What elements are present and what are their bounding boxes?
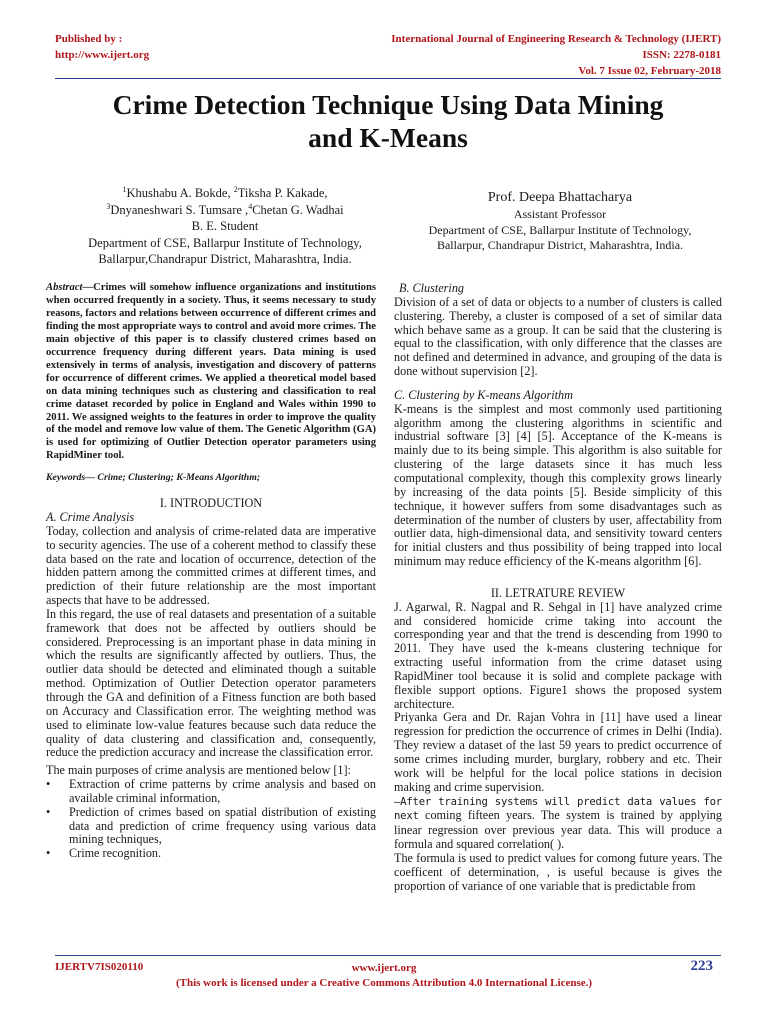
author-4-name: Chetan G. Wadhai: [252, 202, 344, 217]
list-item: • Extraction of crime patterns by crime analysis and based on available criminal information,: [46, 778, 376, 806]
purposes-list: [46, 778, 376, 861]
faculty-affiliation-1: Department of CSE, Ballarpur Institute of Technology,: [428, 222, 692, 237]
author-3-index: 3: [106, 201, 111, 211]
review-quote-line: —After training systems will predict data values for next: [394, 795, 722, 823]
author-1-name: Khushabu A. Bokde,: [126, 186, 234, 200]
author-2-name: Tiksha P. Kakade,: [237, 186, 328, 200]
footer-rule: [55, 955, 721, 956]
page-number: 223: [690, 958, 713, 974]
faculty-name: Prof. Deepa Bhattacharya: [487, 190, 633, 205]
page-header: [0, 0, 768, 80]
section-heading-literature-review: II. LETRATURE REVIEW: [490, 585, 626, 600]
review-paragraph-2: Priyanka Gera and Dr. Rajan Vohra in [11] have used a linear regression for prediction the occurrence of crimes in Delhi (India). They review a dataset of the last 59 years to predict occurrence of some crimes including murder, burglary, robbery and etc. Their work will be helpful for the local police stations in decision making and crime supervision.: [394, 710, 722, 794]
faculty-author: [400, 188, 720, 254]
subsection-crime-analysis: A. Crime Analysis: [46, 510, 135, 525]
intro-paragraph-1: Today, collection and analysis of crime-related data are imperative to security agencies. The use of a coherent method to classify these data based on the rate and location of occurrence, detection of the hidden pattern among the committed crimes at different times, and prediction of their future relationship are the most important aspects that have to be addressed.: [46, 523, 376, 608]
journal-name: International Journal of Engineering Research & Technology (IJERT): [391, 33, 721, 45]
author-2-index: 2: [233, 184, 238, 194]
review-paragraph-3-text: coming fifteen years. The system is trained by applying linear regression over previous year data. This will produce a formula and squared correlation( ).: [394, 808, 722, 852]
publisher-url[interactable]: http://www.ijert.org: [55, 49, 150, 61]
subsection-clustering: B. Clustering: [399, 281, 465, 295]
footer-url[interactable]: www.ijert.org: [351, 962, 417, 974]
intro-paragraph-2: In this regard, the use of real datasets and presentation of a suitable framework that does not be affected by outliers should be considered. Preprocessing is an important phase in data mining in which the results are significantly affected by outliers. Thus, the outlier data should be detected and eliminated though a suitable method. Optimization of Outlier Detection operator parameters through the GA and definition of a Fitness function are both based on Accuracy and Classification error. The weighting method was used to eliminate low-value features because such data reduce the quality of data clustering and classification and, consequently, reduce the prediction accuracy and increase the classification error.: [46, 606, 376, 760]
clustering-paragraph: Division of a set of data or objects to a number of clusters is called clustering. Thereby, a cluster is composed of a set of similar data which behave same as a group. It can be said that the clustering is equal to the classification, with only difference that the classes are not defined and determined in advance, and grouping of the data is done without supervision [2].: [394, 294, 722, 379]
abstract: [46, 282, 376, 463]
paper-id: IJERTV7IS020110: [55, 961, 144, 973]
student-affiliation-1: Department of CSE, Ballarpur Institute of Technology,: [88, 235, 362, 250]
journal-volume: Vol. 7 Issue 02, February-2018: [578, 65, 721, 77]
abstract-text: —Crimes will somehow influence organizations and institutions when occurred frequently in a society. Thus, it seems necessary to study reasons, factors and relations between occurrence of different crimes and finding the most appropriate ways to control and avoid more crimes. The main objective of this paper is to classify clustered crimes based on occurrence frequency during different years. Data mining is used extensively in terms of analysis, investigation and discovery of patterns for occurrence of different crimes. We applied a theoretical model based on data mining techniques such as clustering and classification to real crime dataset recorded by police in England and Wales within 1990 to 2011. We assigned weights to the features in order to improve the quality of the model and remove low value of them. The Genetic Algorithm (GA) is used for optimizing of Outlier Detection operator parameters using RapidMiner tool.: [46, 282, 376, 462]
author-3-name: Dnyaneshwari S. Tumsare ,: [110, 202, 249, 217]
keywords: Keywords— Crime; Clustering; K-Means Algorithm;: [46, 472, 261, 484]
left-column: [46, 282, 376, 861]
footer-center: [0, 961, 768, 991]
license-notice: (This work is licensed under a Creative Commons Attribution 4.0 International License.): [175, 977, 593, 989]
student-affiliation-2: Ballarpur,Chandrapur District, Maharashtra, India.: [98, 252, 352, 266]
student-authors: [55, 185, 395, 268]
review-paragraph-1: J. Agarwal, R. Nagpal and R. Sehgal in [1] have analyzed crime and considered homicide crime taking into account the corresponding year and that the trend is descending from 1990 to 2011. They have used the k-means clustering technique for extracting useful information from the crime dataset using RapidMiner tool because it is solid and complete package with flexible support options. Figure1 shows the proposed system architecture.: [394, 599, 722, 711]
intro-paragraph-3: The main purposes of crime analysis are mentioned below [1]:: [46, 763, 351, 778]
author-1-index: 1: [122, 184, 127, 194]
list-item: • Crime recognition.: [46, 847, 376, 861]
title-line-1: Crime Detection Technique Using Data Mining: [112, 89, 664, 120]
title-line-2: and K-Means: [308, 122, 468, 153]
review-paragraph-3: [394, 795, 722, 852]
paper-title: [55, 88, 721, 154]
journal-block: [391, 31, 721, 79]
author-4-index: 4: [248, 201, 253, 211]
right-column: [394, 282, 722, 893]
faculty-role: Assistant Professor: [513, 207, 607, 221]
section-heading-introduction: I. INTRODUCTION: [159, 496, 263, 511]
page-footer: [0, 955, 768, 1015]
subsection-kmeans: C. Clustering by K-means Algorithm: [394, 387, 573, 402]
list-item: • Prediction of crimes based on spatial distribution of existing data and prediction of crime frequency using various data mining techniques,: [46, 806, 376, 848]
journal-issn: ISSN: 2278-0181: [642, 49, 721, 61]
publisher-label: Published by :: [55, 33, 123, 45]
header-rule: [55, 78, 721, 79]
student-role: B. E. Student: [191, 219, 259, 233]
kmeans-paragraph: K-means is the simplest and most commonly used partitioning algorithm among the clustering algorithms in scientific and industrial software [3] [4] [5]. Acceptance of the K-means is mainly due to its being simple. This algorithm is also suitable for clustering of the large datasets since it has much less computational complexity, though this complexity grows linearly by increasing of the data points [5]. Beside simplicity of this technique, it however suffers from some disadvantages such as determination of the number of clusters by user, affectability from outlier data, high-dimensional data, and sensitivity toward centers for initial clusters and thus possibility of being trapped into local minimum may reduce efficiency of the K-means algorithm [6].: [394, 401, 722, 569]
abstract-label: Abstract: [46, 282, 83, 293]
author-names-line-2: [55, 202, 395, 219]
review-paragraph-4: The formula is used to predict values for comong future years. The coefficent of determination, , is useful because is gives the proportion of variance of one variable that is predictable from: [394, 850, 722, 893]
faculty-affiliation-2: Ballarpur, Chandrapur District, Maharashtra, India.: [436, 238, 684, 252]
author-names-line-1: [55, 185, 395, 202]
publisher-block: [55, 31, 149, 63]
